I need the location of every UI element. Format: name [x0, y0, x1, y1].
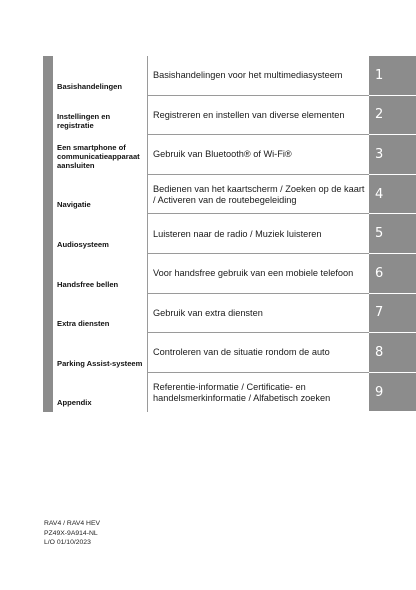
chapter-tab-stripe — [43, 56, 53, 96]
vehicle-model: RAV4 / RAV4 HEV — [44, 520, 101, 527]
chapter-row-2[interactable] — [43, 96, 416, 136]
chapter-description: Registreren en instellen van diverse elementen — [147, 96, 369, 136]
chapter-number-tab[interactable]: 5 — [369, 214, 416, 254]
chapter-number-tab[interactable]: 9 — [369, 373, 416, 413]
chapter-number-tab[interactable]: 6 — [369, 254, 416, 294]
chapter-tab-stripe — [43, 254, 53, 294]
chapter-tab-stripe — [43, 214, 53, 254]
chapter-description: Voor handsfree gebruik van een mobiele telefoon — [147, 254, 369, 294]
chapter-description: Luisteren naar de radio / Muziek luisteren — [147, 214, 369, 254]
chapter-tab-stripe — [43, 96, 53, 136]
part-number: PZ49X-9A914-NL — [44, 529, 98, 537]
chapter-title: Appendix — [57, 398, 92, 408]
chapter-row-6[interactable] — [43, 254, 416, 294]
chapter-title: Een smartphone of communicatieapparaat aansluiten — [57, 142, 140, 170]
chapter-number-tab[interactable]: 1 — [369, 56, 416, 96]
chapter-row-5[interactable] — [43, 214, 416, 254]
chapter-tab-stripe — [43, 373, 53, 413]
chapter-description: Gebruik van Bluetooth® of Wi-Fi® — [147, 135, 369, 175]
chapter-title: Navigatie — [57, 200, 91, 210]
chapter-number-tab[interactable]: 7 — [369, 294, 416, 334]
chapter-description: Basishandelingen voor het multimediasysteem — [147, 56, 369, 96]
chapter-title: Extra diensten — [57, 319, 110, 329]
chapter-description: Controleren van de situatie rondom de auto — [147, 333, 369, 373]
chapter-number-tab[interactable]: 8 — [369, 333, 416, 373]
chapter-row-1[interactable] — [43, 56, 416, 96]
chapter-title: Basishandelingen — [57, 81, 122, 91]
chapter-row-4[interactable] — [43, 175, 416, 215]
chapter-row-8[interactable] — [43, 333, 416, 373]
table-of-contents — [43, 56, 416, 412]
chapter-row-7[interactable] — [43, 294, 416, 334]
document-footer — [44, 519, 100, 548]
chapter-row-9[interactable] — [43, 373, 416, 413]
chapter-tab-stripe — [43, 175, 53, 215]
chapter-number-tab[interactable]: 2 — [369, 96, 416, 136]
chapter-description: Bedienen van het kaartscherm / Zoeken op de kaart / Activeren van de routebegeleiding — [147, 175, 369, 215]
chapter-number-tab[interactable]: 4 — [369, 175, 416, 215]
chapter-description: Gebruik van extra diensten — [147, 294, 369, 334]
chapter-description: Referentie-informatie / Certificatie- en handelsmerkinformatie / Alfabetisch zoeken — [147, 373, 369, 413]
chapter-title: Audiosysteem — [57, 239, 109, 249]
chapter-tab-stripe — [43, 294, 53, 334]
date-code: L/O 01/10/2023 — [44, 539, 91, 547]
chapter-tab-stripe — [43, 333, 53, 373]
chapter-row-3[interactable] — [43, 135, 416, 175]
chapter-title: Handsfree bellen — [57, 279, 119, 289]
chapter-title: Instellingen en registratie — [57, 112, 111, 131]
chapter-title: Parking Assist-systeem — [57, 358, 143, 368]
chapter-tab-stripe — [43, 135, 53, 175]
chapter-number-tab[interactable]: 3 — [369, 135, 416, 175]
